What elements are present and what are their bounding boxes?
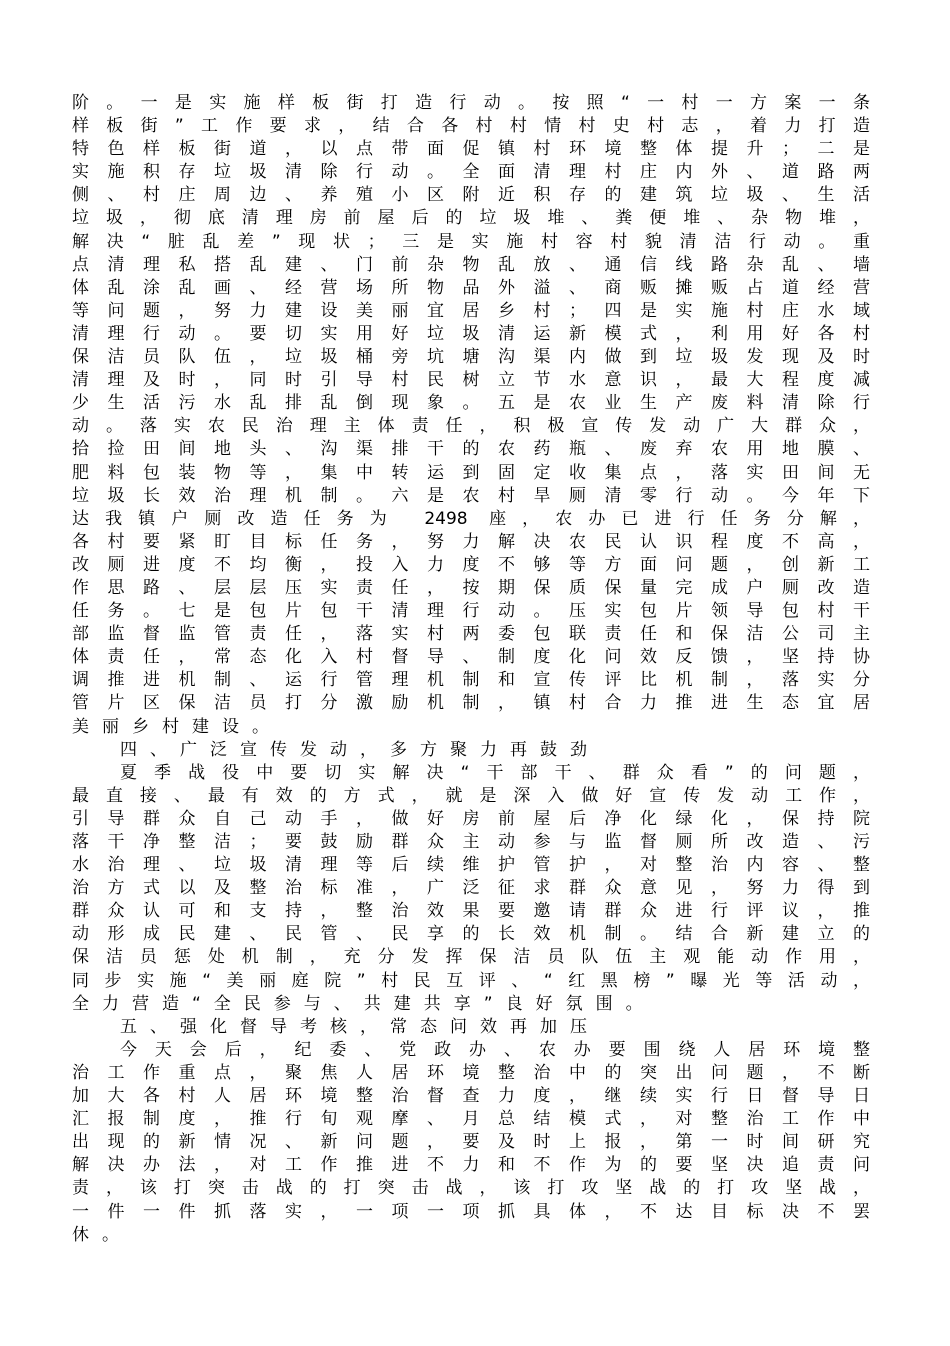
text-line: 样板街”工作要求，结合各村村情村史村志，着力打造 [72, 116, 870, 137]
text-line: 休。 [72, 1224, 132, 1245]
text-line: 特色样板街道，以点带面促镇村环境整体提升；二是 [72, 139, 870, 160]
text-line: 治方式以及整治标准，广泛征求群众意见，努力得到 [72, 878, 870, 899]
text-line: 动形成民建、民管、民享的长效机制。结合新建立的 [72, 924, 870, 945]
text-line: 责，该打突击战的打突击战，该打攻坚战的打攻坚战， [72, 1178, 870, 1199]
text-line: 夏季战役中要切实解决“干部干、群众看”的问题， [120, 762, 870, 783]
text-line: 调推进机制、运行管理机制和宣传评比机制，落实分 [72, 670, 870, 691]
text-line: 作思路、层层压实责任，按期保质保量完成户厕改造 [72, 577, 870, 598]
text-line: 全力营造“全民参与、共建共享”良好氛围。 [72, 993, 656, 1014]
text-line: 一件一件抓落实，一项一项抓具体，不达目标决不罢 [72, 1201, 870, 1222]
text-line: 侧、村庄周边、养殖小区附近积存的建筑垃圾、生活 [72, 185, 870, 206]
text-line: 各村要紧盯目标任务，努力解决农民认识程度不高， [72, 531, 870, 552]
text-line: 解决“脏乱差”现状；三是实施村容村貌清洁行动。重 [72, 231, 870, 252]
document-body [72, 92, 870, 1247]
text-line: 肥料包装物等，集中转运到固定收集点，落实田间无 [72, 462, 870, 483]
text-line: 阶。一是实施样板街打造行动。按照“一村一方案一条 [72, 93, 870, 113]
paragraph-supervision [72, 1039, 870, 1247]
text-line: 达我镇户厕改造任务为 2498 座，农办已进行任务分解， [72, 508, 870, 529]
text-line: 改厕进度不均衡，投入力度不够等方面问题，创新工 [72, 554, 870, 575]
text-line: 出现的新情况、新问题，要及时上报，第一时间研究 [72, 1132, 870, 1153]
text-line: 保洁员队伍，垃圾桶旁坑塘沟渠内做到垃圾发现及时 [72, 347, 870, 368]
text-line: 任务。七是包片包干清理行动。压实包片领导包村干 [72, 601, 870, 622]
text-line: 部监督监管责任，落实村两委包联责任和保洁公司主 [72, 624, 870, 645]
text-line: 拾捡田间地头、沟渠排干的农药瓶、废弃农用地膜、 [72, 439, 870, 460]
text-line: 美丽乡村建设。 [72, 716, 282, 737]
text-line: 解决办法，对工作推进不力和不作为的要坚决追责问 [72, 1155, 870, 1176]
text-line: 等问题，努力建设美丽宜居乡村；四是实施村庄水域 [72, 300, 870, 321]
text-line: 少生活污水乱排乱倒现象。五是农业生产废料清除行 [72, 393, 870, 414]
section-heading-5: 五、强化督导考核，常态问效再加压 [120, 1016, 600, 1037]
text-line: 水治理、垃圾清理等后续维护管护，对整治内容、整 [72, 855, 870, 876]
text-line: 同步实施“美丽庭院”村民互评、“红黑榜”曝光等活动， [72, 970, 870, 991]
text-line: 保洁员惩处机制，充分发挥保洁员队伍主观能动作用， [72, 947, 870, 968]
text-line: 实施积存垃圾清除行动。全面清理村庄内外、道路两 [72, 162, 870, 183]
text-line: 点清理私搭乱建、门前杂物乱放、通信线路杂乱、墙 [72, 254, 870, 275]
text-line: 动。落实农民治理主体责任，积极宣传发动广大群众， [72, 416, 870, 437]
section-heading-4: 四、广泛宣传发动，多方聚力再鼓劲 [120, 739, 600, 760]
text-line: 引导群众自己动手，做好房前屋后净化绿化，保持院 [72, 808, 870, 829]
text-line: 清理及时，同时引导村民树立节水意识，最大程度减 [72, 370, 870, 391]
text-line: 落干净整洁；要鼓励群众主动参与监督厕所改造、污 [72, 832, 870, 852]
paragraph-sample-street [72, 92, 870, 739]
text-line: 汇报制度，推行旬观摩、月总结模式，对整治工作中 [72, 1109, 870, 1130]
text-line: 体责任，常态化入村督导、制度化问效反馈，坚持协 [72, 647, 870, 668]
text-line: 清理行动。要切实用好垃圾清运新模式，利用好各村 [72, 323, 870, 344]
text-line: 治工作重点，聚焦人居环境整治中的突出问题，不断 [72, 1062, 870, 1083]
text-line: 今天会后，纪委、党政办、农办要围绕人居环境整 [120, 1039, 870, 1060]
paragraph-publicity [72, 762, 870, 1016]
text-line: 管片区保洁员打分激励机制，镇村合力推进生态宜居 [72, 693, 870, 714]
text-line: 体乱涂乱画、经营场所物品外溢、商贩摊贩占道经营 [72, 277, 870, 298]
text-line: 最直接、最有效的方式，就是深入做好宣传发动工作， [72, 785, 870, 806]
text-line: 加大各村人居环境整治督查力度，继续实行日督导日 [72, 1086, 870, 1107]
text-line: 垃圾，彻底清理房前屋后的垃圾堆、粪便堆、杂物堆， [72, 208, 870, 229]
text-line: 群众认可和支持，整治效果要邀请群众进行评议，推 [72, 901, 870, 922]
text-line: 垃圾长效治理机制。六是农村旱厕清零行动。今年下 [72, 485, 870, 506]
